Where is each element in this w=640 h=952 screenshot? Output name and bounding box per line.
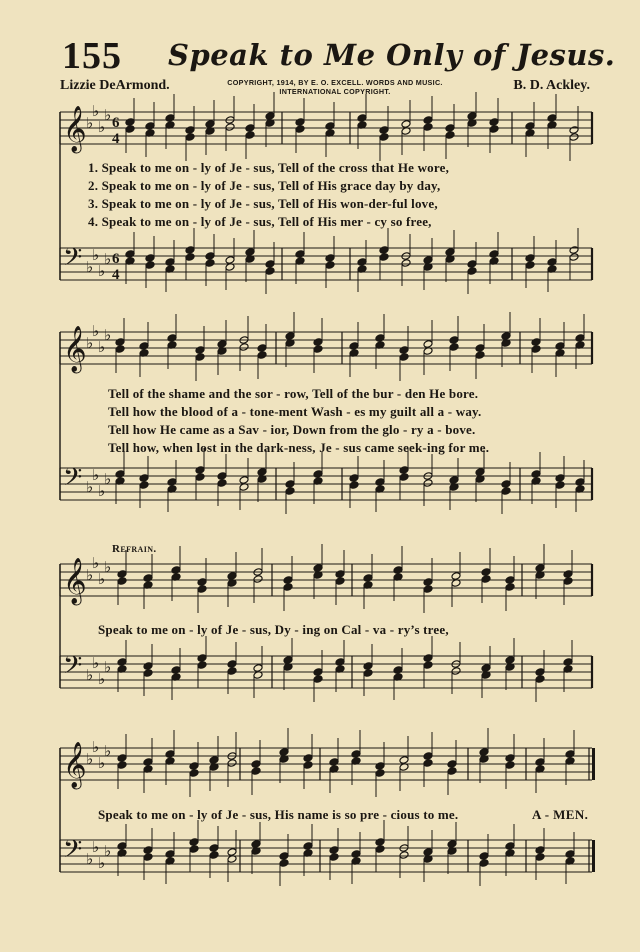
treble-clef-icon: 𝄞 — [63, 326, 87, 372]
note-head — [335, 570, 345, 579]
note-head — [145, 122, 155, 131]
note-head — [227, 667, 237, 676]
note-head — [329, 846, 339, 855]
note-head — [265, 267, 275, 276]
note-head — [501, 480, 511, 489]
note-head — [197, 661, 207, 670]
time-signature-bottom: 4 — [112, 131, 120, 147]
hymn-title: Speak to Me Only of Jesus. — [168, 38, 616, 72]
note-head — [423, 116, 433, 125]
note-head — [349, 481, 359, 490]
note-head — [475, 351, 485, 360]
note-head — [143, 846, 153, 855]
note-head — [569, 246, 579, 255]
note-head — [239, 476, 249, 485]
bass-staff — [60, 228, 592, 294]
flat-sign-icon: ♭ — [86, 666, 94, 684]
note-head — [357, 258, 367, 267]
time-signature-bottom: 4 — [112, 267, 120, 283]
treble-clef-icon: 𝄞 — [63, 106, 87, 152]
note-head — [139, 474, 149, 483]
note-head — [531, 470, 541, 479]
time-signature-top: 6 — [112, 115, 120, 131]
note-head — [481, 664, 491, 673]
note-head — [245, 124, 255, 133]
note-head — [399, 353, 409, 362]
note-head — [285, 487, 295, 496]
note-head — [423, 479, 433, 488]
note-head — [349, 342, 359, 351]
note-head — [423, 661, 433, 670]
note-head — [195, 353, 205, 362]
note-head — [279, 859, 289, 868]
note-head — [399, 473, 409, 482]
note-head — [489, 125, 499, 134]
note-head — [379, 133, 389, 142]
note-head — [451, 572, 461, 581]
note-head — [279, 852, 289, 861]
note-head — [117, 754, 127, 763]
note-head — [117, 658, 127, 667]
note-head — [467, 260, 477, 269]
flat-sign-icon: ♭ — [86, 750, 94, 768]
note-head — [209, 851, 219, 860]
note-head — [449, 336, 459, 345]
note-head — [547, 258, 557, 267]
note-head — [423, 759, 433, 768]
note-head — [139, 481, 149, 490]
note-head — [423, 123, 433, 132]
note-head — [167, 478, 177, 487]
flat-sign-icon: ♭ — [98, 482, 106, 500]
note-head — [401, 120, 411, 129]
note-head — [217, 479, 227, 488]
note-head — [399, 466, 409, 475]
note-head — [475, 468, 485, 477]
note-head — [325, 261, 335, 270]
note-head — [189, 838, 199, 847]
note-head — [357, 114, 367, 123]
note-head — [165, 114, 175, 123]
bass-staff — [60, 820, 595, 886]
note-head — [479, 748, 489, 757]
note-head — [295, 125, 305, 134]
flat-sign-icon: ♭ — [98, 670, 106, 688]
note-head — [449, 343, 459, 352]
note-head — [303, 761, 313, 770]
flat-sign-icon: ♭ — [104, 842, 112, 860]
note-head — [535, 758, 545, 767]
note-head — [423, 578, 433, 587]
flat-sign-icon: ♭ — [86, 478, 94, 496]
note-head — [143, 758, 153, 767]
flat-sign-icon: ♭ — [104, 470, 112, 488]
note-head — [251, 767, 261, 776]
flat-sign-icon: ♭ — [92, 466, 100, 484]
verse-4-line-a: 4. Speak to me on - ly of Je - sus, Tell of His mer - cy so free, — [88, 214, 432, 229]
note-head — [303, 754, 313, 763]
note-head — [197, 578, 207, 587]
flat-sign-icon: ♭ — [92, 322, 100, 340]
note-head — [335, 658, 345, 667]
note-head — [379, 253, 389, 262]
note-head — [171, 666, 181, 675]
note-head — [295, 250, 305, 259]
note-head — [197, 654, 207, 663]
flat-sign-icon: ♭ — [98, 570, 106, 588]
flat-sign-icon: ♭ — [98, 338, 106, 356]
note-head — [283, 656, 293, 665]
note-head — [325, 254, 335, 263]
note-head — [451, 667, 461, 676]
note-head — [375, 478, 385, 487]
flat-sign-icon: ♭ — [104, 742, 112, 760]
note-head — [143, 662, 153, 671]
note-head — [225, 123, 235, 132]
note-head — [285, 332, 295, 341]
note-head — [227, 572, 237, 581]
note-head — [447, 767, 457, 776]
note-head — [525, 254, 535, 263]
note-head — [363, 574, 373, 583]
note-head — [535, 675, 545, 684]
note-head — [227, 759, 237, 768]
note-head — [535, 564, 545, 573]
note-head — [569, 253, 579, 262]
note-head — [555, 342, 565, 351]
note-head — [195, 473, 205, 482]
note-head — [205, 259, 215, 268]
note-head — [115, 345, 125, 354]
note-head — [401, 259, 411, 268]
note-head — [295, 118, 305, 127]
note-head — [565, 750, 575, 759]
flat-sign-icon: ♭ — [104, 106, 112, 124]
note-head — [575, 478, 585, 487]
note-head — [185, 133, 195, 142]
note-head — [449, 476, 459, 485]
note-head — [467, 267, 477, 276]
note-head — [501, 487, 511, 496]
flat-sign-icon: ♭ — [98, 754, 106, 772]
note-head — [165, 850, 175, 859]
note-head — [547, 114, 557, 123]
note-head — [351, 750, 361, 759]
note-head — [399, 851, 409, 860]
note-head — [115, 470, 125, 479]
note-head — [195, 466, 205, 475]
flat-sign-icon: ♭ — [92, 838, 100, 856]
note-head — [253, 575, 263, 584]
copyright-notice — [200, 78, 470, 96]
bass-clef-icon: 𝄢 — [63, 243, 83, 278]
verse-1-line-a: 1. Speak to me on - ly of Je - sus, Tell of the cross that He wore, — [88, 160, 450, 175]
note-head — [505, 583, 515, 592]
hymn-number: 155 — [62, 35, 122, 77]
note-head — [335, 577, 345, 586]
note-head — [313, 470, 323, 479]
copyright-line-2: INTERNATIONAL COPYRIGHT. — [279, 87, 391, 96]
flat-sign-icon: ♭ — [86, 114, 94, 132]
composer: B. D. Ackley. — [513, 78, 590, 93]
note-head — [575, 334, 585, 343]
note-head — [329, 758, 339, 767]
note-head — [265, 260, 275, 269]
note-head — [189, 769, 199, 778]
note-head — [423, 256, 433, 265]
note-head — [205, 120, 215, 129]
note-head — [349, 474, 359, 483]
note-head — [125, 125, 135, 134]
note-head — [143, 853, 153, 862]
note-head — [209, 844, 219, 853]
flat-sign-icon: ♭ — [98, 854, 106, 872]
note-head — [227, 848, 237, 857]
verse-2-line-b: Tell how the blood of a - tone-ment Wash - es my guilt all a - way. — [108, 404, 482, 419]
note-head — [563, 658, 573, 667]
refrain-label: Refrain. — [112, 543, 157, 555]
flat-sign-icon: ♭ — [92, 246, 100, 264]
note-head — [125, 118, 135, 127]
note-head — [197, 585, 207, 594]
note-head — [489, 250, 499, 259]
note-head — [423, 752, 433, 761]
bass-clef-icon: 𝄢 — [63, 463, 83, 498]
note-head — [535, 668, 545, 677]
note-head — [225, 256, 235, 265]
note-head — [185, 253, 195, 262]
note-head — [531, 338, 541, 347]
note-head — [525, 122, 535, 131]
time-signature-top: 6 — [112, 251, 120, 267]
note-head — [351, 850, 361, 859]
treble-staff — [60, 312, 592, 381]
note-head — [555, 481, 565, 490]
note-head — [393, 666, 403, 675]
verse-3-line-b: Tell how He came as a Sav - ior, Down from the glo - ry a - bove. — [108, 422, 476, 437]
copyright-line-1: COPYRIGHT, 1914, BY E. O. EXCELL. WORDS AND MUSIC. — [227, 78, 443, 87]
verse-3-line-a: 3. Speak to me on - ly of Je - sus, Tell of His won-der-ful love, — [88, 196, 438, 211]
note-head — [531, 345, 541, 354]
note-head — [217, 340, 227, 349]
verse-4-line-b: Tell how, when lost in the dark-ness, Je - sus came seek-ing for me. — [108, 440, 490, 455]
note-head — [325, 122, 335, 131]
note-head — [195, 346, 205, 355]
lyricist: Lizzie DeArmond. — [60, 78, 170, 93]
note-head — [445, 248, 455, 257]
flat-sign-icon: ♭ — [92, 738, 100, 756]
note-head — [445, 124, 455, 133]
bass-clef-icon: 𝄢 — [63, 651, 83, 686]
note-head — [565, 850, 575, 859]
note-head — [505, 754, 515, 763]
bass-staff — [60, 636, 592, 702]
note-head — [399, 346, 409, 355]
note-head — [205, 252, 215, 261]
note-head — [563, 570, 573, 579]
note-head — [447, 840, 457, 849]
note-head — [125, 250, 135, 259]
note-head — [569, 126, 579, 135]
note-head — [167, 334, 177, 343]
note-head — [285, 480, 295, 489]
note-head — [117, 842, 127, 851]
note-head — [165, 750, 175, 759]
note-head — [475, 344, 485, 353]
note-head — [505, 842, 515, 851]
note-head — [423, 585, 433, 594]
flat-sign-icon: ♭ — [98, 118, 106, 136]
note-head — [283, 576, 293, 585]
flat-sign-icon: ♭ — [92, 554, 100, 572]
note-head — [227, 660, 237, 669]
note-head — [313, 564, 323, 573]
flat-sign-icon: ♭ — [104, 558, 112, 576]
note-head — [145, 254, 155, 263]
treble-clef-icon: 𝄞 — [63, 742, 87, 788]
note-head — [189, 845, 199, 854]
flat-sign-icon: ♭ — [98, 262, 106, 280]
credits-line — [60, 78, 590, 98]
note-head — [165, 258, 175, 267]
note-head — [501, 332, 511, 341]
note-head — [535, 846, 545, 855]
note-head — [143, 574, 153, 583]
note-head — [313, 668, 323, 677]
flat-sign-icon: ♭ — [86, 334, 94, 352]
note-head — [171, 566, 181, 575]
note-head — [423, 848, 433, 857]
note-head — [303, 842, 313, 851]
note-head — [375, 838, 385, 847]
note-head — [467, 112, 477, 121]
note-head — [189, 762, 199, 771]
note-head — [481, 568, 491, 577]
note-head — [313, 345, 323, 354]
note-head — [245, 131, 255, 140]
treble-clef-icon: 𝄞 — [63, 558, 87, 604]
bass-staff — [60, 448, 592, 514]
note-head — [375, 845, 385, 854]
flat-sign-icon: ♭ — [86, 258, 94, 276]
note-head — [185, 246, 195, 255]
note-head — [489, 118, 499, 127]
note-head — [313, 675, 323, 684]
flat-sign-icon: ♭ — [104, 250, 112, 268]
note-head — [117, 570, 127, 579]
flat-sign-icon: ♭ — [86, 566, 94, 584]
note-head — [505, 656, 515, 665]
note-head — [379, 246, 389, 255]
bass-clef-icon: 𝄢 — [63, 835, 83, 870]
note-head — [379, 126, 389, 135]
note-head — [555, 474, 565, 483]
note-head — [375, 334, 385, 343]
verse-2-line-a: 2. Speak to me on - ly of Je - sus, Tell of His grace day by day, — [88, 178, 441, 193]
note-head — [313, 338, 323, 347]
verse-1-line-b: Tell of the shame and the sor - row, Tell of the bur - den He bore. — [108, 386, 479, 401]
note-head — [253, 664, 263, 673]
note-head — [375, 769, 385, 778]
note-head — [447, 760, 457, 769]
note-head — [185, 126, 195, 135]
note-head — [569, 133, 579, 142]
note-head — [257, 468, 267, 477]
note-head — [257, 344, 267, 353]
note-head — [393, 566, 403, 575]
note-head — [117, 577, 127, 586]
note-head — [239, 343, 249, 352]
note-head — [423, 654, 433, 663]
note-head — [265, 112, 275, 121]
note-head — [563, 577, 573, 586]
note-head — [283, 583, 293, 592]
note-head — [257, 351, 267, 360]
flat-sign-icon: ♭ — [92, 654, 100, 672]
note-head — [363, 662, 373, 671]
note-head — [535, 853, 545, 862]
note-head — [445, 131, 455, 140]
note-head — [505, 761, 515, 770]
amen-label: A - MEN. — [532, 807, 589, 822]
note-head — [505, 576, 515, 585]
note-head — [117, 761, 127, 770]
note-head — [145, 261, 155, 270]
note-head — [251, 760, 261, 769]
note-head — [329, 853, 339, 862]
flat-sign-icon: ♭ — [92, 102, 100, 120]
note-head — [525, 261, 535, 270]
flat-sign-icon: ♭ — [86, 850, 94, 868]
note-head — [423, 340, 433, 349]
note-head — [375, 762, 385, 771]
treble-staff — [60, 92, 592, 161]
refrain-line-2: Speak to me on - ly of Je - sus, His name is so pre - cious to me. — [98, 807, 459, 822]
note-head — [399, 756, 409, 765]
note-head — [363, 669, 373, 678]
note-head — [251, 840, 261, 849]
note-head — [279, 748, 289, 757]
note-head — [217, 472, 227, 481]
note-head — [209, 756, 219, 765]
final-bar-thick — [592, 748, 595, 780]
note-head — [245, 248, 255, 257]
flat-sign-icon: ♭ — [104, 658, 112, 676]
refrain-line-1: Speak to me on - ly of Je - sus, Dy - ing on Cal - va - ry’s tree, — [98, 622, 449, 637]
note-head — [143, 669, 153, 678]
flat-sign-icon: ♭ — [104, 326, 112, 344]
final-bar-thick — [592, 840, 595, 872]
note-head — [481, 575, 491, 584]
note-head — [479, 852, 489, 861]
note-head — [139, 342, 149, 351]
note-head — [479, 859, 489, 868]
treble-staff — [60, 728, 595, 797]
note-head — [115, 338, 125, 347]
